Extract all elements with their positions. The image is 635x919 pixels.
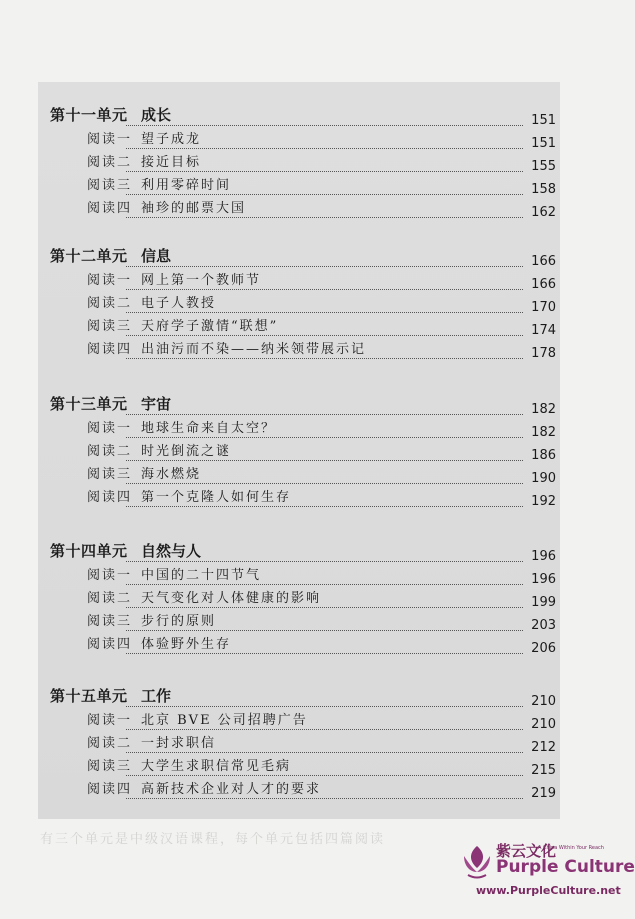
- faint-bleed-through-text: 有三个单元是中级汉语课程，每个单元包括四篇阅读: [40, 832, 386, 847]
- page-number: 203: [531, 618, 556, 633]
- reading-row: [38, 291, 560, 313]
- page-number: 192: [531, 494, 556, 509]
- watermark-brand-cn: 紫云文化: [496, 842, 557, 860]
- reading-title: 利用零碎时间: [141, 178, 232, 193]
- reading-title: 高新技术企业对人才的要求: [141, 782, 322, 797]
- reading-label: 阅读二: [87, 736, 133, 751]
- reading-row: [38, 416, 560, 438]
- dot-leader: [126, 289, 523, 290]
- page-number: 206: [531, 641, 556, 656]
- reading-row: [38, 731, 560, 753]
- unit-title: 信息: [141, 247, 172, 265]
- reading-label: 阅读四: [87, 782, 133, 797]
- reading-label: 阅读四: [87, 342, 133, 357]
- unit-heading: [38, 245, 560, 267]
- reading-row: [38, 777, 560, 799]
- table-of-contents: [38, 82, 560, 819]
- reading-label: 阅读三: [87, 178, 133, 193]
- dot-leader: [126, 460, 523, 461]
- reading-title: 出油污而不染——纳米领带展示记: [141, 342, 367, 357]
- page-number: 170: [531, 300, 556, 315]
- reading-row: [38, 337, 560, 359]
- reading-row: [38, 127, 560, 149]
- reading-label: 阅读二: [87, 591, 133, 606]
- page-number: 199: [531, 595, 556, 610]
- dot-leader: [126, 358, 523, 359]
- lotus-logo-icon: [460, 842, 494, 882]
- watermark-tagline: A China Within Your Reach: [538, 845, 604, 851]
- watermark-brand-en: Purple Culture: [496, 857, 635, 877]
- unit-label: 第十二单元: [50, 247, 128, 265]
- reading-label: 阅读三: [87, 467, 133, 482]
- reading-row: [38, 439, 560, 461]
- unit-title: 自然与人: [141, 542, 202, 560]
- watermark-url: www.PurpleCulture.net: [476, 884, 621, 897]
- reading-row: [38, 609, 560, 631]
- page-number: 158: [531, 182, 556, 197]
- dot-leader: [126, 335, 523, 336]
- dot-leader: [126, 312, 523, 313]
- reading-row: [38, 485, 560, 507]
- reading-row: [38, 314, 560, 336]
- dot-leader: [126, 125, 523, 126]
- page-number: 215: [531, 763, 556, 778]
- page-number: 166: [531, 277, 556, 292]
- page-number: 166: [531, 254, 556, 269]
- page-number: 151: [531, 113, 556, 128]
- reading-label: 阅读二: [87, 296, 133, 311]
- page-number: 186: [531, 448, 556, 463]
- reading-title: 北京 BVE 公司招聘广告: [141, 713, 308, 728]
- page-number: 190: [531, 471, 556, 486]
- reading-label: 阅读一: [87, 568, 133, 583]
- page-number: 155: [531, 159, 556, 174]
- page-number: 196: [531, 572, 556, 587]
- reading-label: 阅读一: [87, 132, 133, 147]
- reading-label: 阅读二: [87, 155, 133, 170]
- unit-label: 第十五单元: [50, 687, 128, 705]
- page-number: 174: [531, 323, 556, 338]
- reading-label: 阅读三: [87, 319, 133, 334]
- dot-leader: [126, 437, 523, 438]
- dot-leader: [126, 148, 523, 149]
- dot-leader: [126, 266, 523, 267]
- unit-title: 工作: [141, 687, 172, 705]
- dot-leader: [126, 171, 523, 172]
- unit-label: 第十四单元: [50, 542, 128, 560]
- dot-leader: [126, 752, 523, 753]
- reading-row: [38, 754, 560, 776]
- reading-title: 大学生求职信常见毛病: [141, 759, 292, 774]
- unit-heading: [38, 104, 560, 126]
- dot-leader: [126, 194, 523, 195]
- reading-row: [38, 196, 560, 218]
- dot-leader: [126, 414, 523, 415]
- reading-label: 阅读四: [87, 201, 133, 216]
- reading-label: 阅读三: [87, 759, 133, 774]
- reading-row: [38, 586, 560, 608]
- reading-title: 时光倒流之谜: [141, 444, 232, 459]
- reading-row: [38, 462, 560, 484]
- dot-leader: [126, 653, 523, 654]
- dot-leader: [126, 775, 523, 776]
- reading-label: 阅读三: [87, 614, 133, 629]
- reading-title: 第一个克隆人如何生存: [141, 490, 292, 505]
- reading-title: 中国的二十四节气: [141, 568, 262, 583]
- reading-row: [38, 632, 560, 654]
- dot-leader: [126, 217, 523, 218]
- reading-title: 网上第一个教师节: [141, 273, 262, 288]
- unit-heading: [38, 540, 560, 562]
- reading-title: 地球生命来自太空？: [141, 421, 277, 436]
- reading-label: 阅读一: [87, 713, 133, 728]
- page-number: 196: [531, 549, 556, 564]
- reading-title: 体验野外生存: [141, 637, 232, 652]
- dot-leader: [126, 483, 523, 484]
- reading-title: 袖珍的邮票大国: [141, 201, 247, 216]
- reading-title: 步行的原则: [141, 614, 217, 629]
- reading-row: [38, 150, 560, 172]
- reading-label: 阅读四: [87, 637, 133, 652]
- reading-title: 天气变化对人体健康的影响: [141, 591, 322, 606]
- unit-heading: [38, 393, 560, 415]
- page-number: 212: [531, 740, 556, 755]
- reading-title: 望子成龙: [141, 132, 202, 147]
- unit-label: 第十一单元: [50, 106, 128, 124]
- page-number: 210: [531, 717, 556, 732]
- reading-label: 阅读四: [87, 490, 133, 505]
- unit-title: 宇宙: [141, 395, 172, 413]
- dot-leader: [126, 561, 523, 562]
- page-number: 178: [531, 346, 556, 361]
- page-number: 182: [531, 402, 556, 417]
- reading-label: 阅读一: [87, 273, 133, 288]
- page-number: 210: [531, 694, 556, 709]
- reading-title: 一封求职信: [141, 736, 217, 751]
- page-number: 219: [531, 786, 556, 801]
- reading-row: [38, 563, 560, 585]
- reading-row: [38, 708, 560, 730]
- page-number: 162: [531, 205, 556, 220]
- dot-leader: [126, 729, 523, 730]
- dot-leader: [126, 798, 523, 799]
- dot-leader: [126, 630, 523, 631]
- dot-leader: [126, 584, 523, 585]
- unit-label: 第十三单元: [50, 395, 128, 413]
- reading-label: 阅读一: [87, 421, 133, 436]
- reading-title: 天府学子激情“联想”: [141, 319, 279, 334]
- unit-title: 成长: [141, 106, 172, 124]
- reading-title: 电子人教授: [141, 296, 217, 311]
- reading-title: 接近目标: [141, 155, 202, 170]
- reading-row: [38, 173, 560, 195]
- dot-leader: [126, 506, 523, 507]
- page-number: 151: [531, 136, 556, 151]
- reading-label: 阅读二: [87, 444, 133, 459]
- reading-row: [38, 268, 560, 290]
- reading-title: 海水燃烧: [141, 467, 202, 482]
- page-number: 182: [531, 425, 556, 440]
- dot-leader: [126, 706, 523, 707]
- unit-heading: [38, 685, 560, 707]
- purple-culture-watermark: [446, 840, 635, 910]
- dot-leader: [126, 607, 523, 608]
